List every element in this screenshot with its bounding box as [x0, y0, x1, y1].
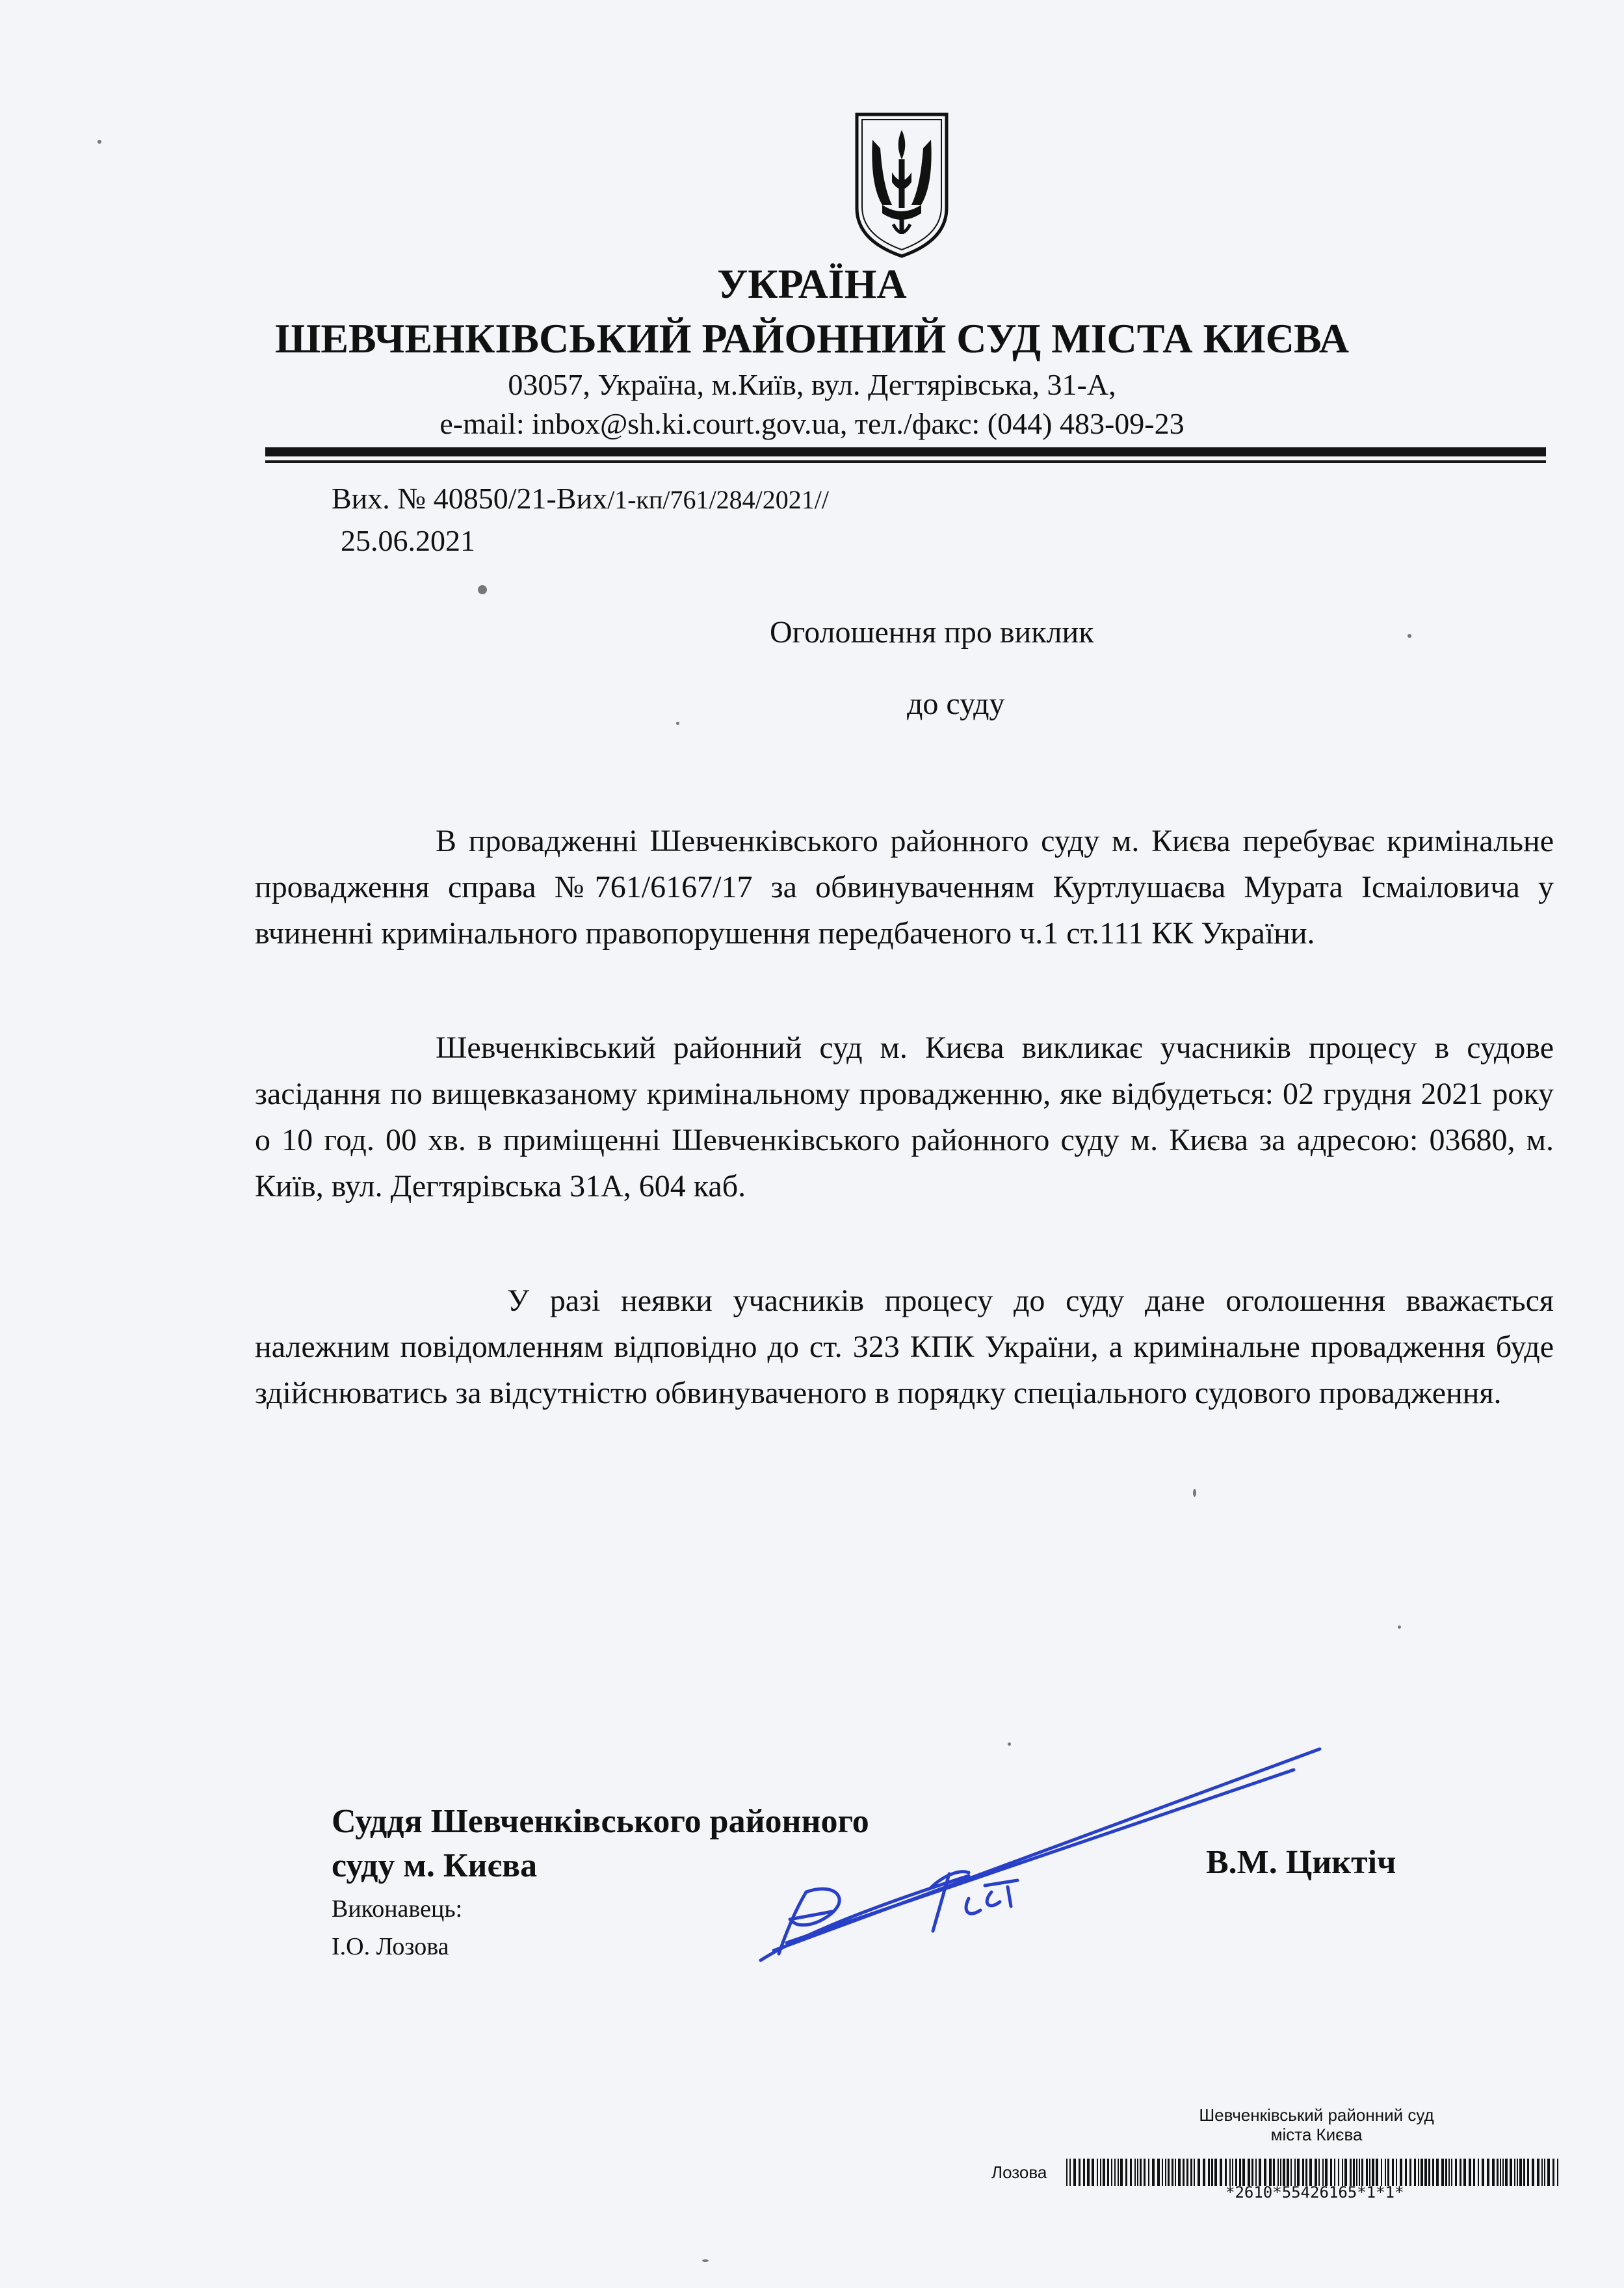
- barcode-bar: [1290, 2159, 1292, 2186]
- barcode-bar: [1436, 2159, 1439, 2186]
- barcode-bar: [1502, 2159, 1504, 2186]
- stamp-court-line1: Шевченківський районний суд: [1199, 2105, 1434, 2125]
- executor-name: І.О. Лозова: [332, 1933, 449, 1960]
- scan-speck: [1193, 1489, 1196, 1497]
- barcode-bar: [1305, 2159, 1307, 2186]
- barcode-bar: [1120, 2159, 1123, 2186]
- notice-title-line2: до суду: [907, 687, 1005, 721]
- barcode-bar: [1421, 2159, 1423, 2186]
- barcode-bar: [1175, 2159, 1176, 2186]
- barcode-bar: [1505, 2159, 1508, 2186]
- barcode-bar: [1066, 2159, 1067, 2186]
- barcode-bar: [1087, 2159, 1090, 2186]
- scan-speck: [702, 2259, 709, 2262]
- barcode-bar: [1198, 2159, 1200, 2186]
- barcode-bar: [1111, 2159, 1112, 2186]
- header-divider-thin: [265, 460, 1546, 463]
- barcode-bar: [1208, 2159, 1210, 2186]
- judge-title-line1: Суддя Шевченківського районного: [332, 1803, 869, 1840]
- barcode-bar: [1229, 2159, 1231, 2186]
- barcode-bar: [1162, 2159, 1163, 2186]
- paragraph-text: У разі неявки учасників процесу до суду дане оголошення вважається належним повідомленням відповідно до ст. 323 КПК України, а кримінальне провадження буде здійснюватись за відсутністю обвинуваченого в порядку спеціального судового провадження.: [255, 1283, 1554, 1410]
- barcode-bar: [1283, 2159, 1285, 2186]
- barcode-bar: [1239, 2159, 1241, 2186]
- barcode-bar: [1527, 2159, 1529, 2186]
- outgoing-reference: [332, 481, 829, 516]
- barcode-bar: [1541, 2159, 1543, 2186]
- barcode-bar: [1428, 2159, 1430, 2186]
- barcode-bar: [1214, 2159, 1217, 2186]
- barcode-bar: [1140, 2159, 1142, 2186]
- stamp-court: [1186, 2105, 1447, 2144]
- barcode-bar: [1366, 2159, 1368, 2186]
- judge-title-line2: суду м. Києва: [332, 1847, 538, 1884]
- scan-speck: [1398, 1625, 1401, 1629]
- barcode-bar: [1500, 2159, 1501, 2186]
- stamp-person: Лозова: [991, 2163, 1047, 2182]
- barcode-bar: [1396, 2159, 1397, 2186]
- barcode-bar: [1294, 2159, 1296, 2186]
- barcode-bar: [1424, 2159, 1427, 2186]
- barcode-bar: [1473, 2159, 1475, 2186]
- barcode-bar: [1235, 2159, 1237, 2186]
- barcode-bar: [1497, 2159, 1499, 2186]
- reference-prefix: Вих. № 40850/21-Вих: [332, 482, 608, 515]
- barcode-bar: [1369, 2159, 1370, 2186]
- barcode-bar: [1069, 2159, 1071, 2186]
- document-date: 25.06.2021: [341, 524, 475, 557]
- barcode-bar: [1387, 2159, 1389, 2186]
- paragraph-proceedings: [255, 818, 1554, 956]
- barcode-bar: [1273, 2159, 1275, 2186]
- scan-speck: [98, 140, 101, 144]
- barcode-bar: [1344, 2159, 1347, 2186]
- barcode-bar: [1517, 2159, 1518, 2186]
- barcode-bar: [1232, 2159, 1233, 2186]
- barcode-bar: [1318, 2159, 1320, 2186]
- barcode-bar: [1297, 2159, 1300, 2186]
- barcode-bar: [1183, 2159, 1185, 2186]
- barcode-bar: [1359, 2159, 1360, 2186]
- barcode-bar: [1157, 2159, 1160, 2186]
- barcode-bar: [1259, 2159, 1261, 2186]
- barcode-bar: [1178, 2159, 1181, 2186]
- barcode-bar: [1414, 2159, 1416, 2186]
- barcode-bar: [1130, 2159, 1132, 2186]
- barcode-bar: [1405, 2159, 1407, 2186]
- barcode-bar: [1330, 2159, 1332, 2186]
- barcode-bar: [1400, 2159, 1402, 2186]
- barcode-bar: [1073, 2159, 1076, 2186]
- barcode-bar: [1544, 2159, 1545, 2186]
- barcode-bar: [1478, 2159, 1479, 2186]
- header-address: 03057, Україна, м.Київ, вул. Дегтярівська, 31-А,: [508, 368, 1116, 401]
- barcode-bar: [1255, 2159, 1257, 2186]
- barcode-bar: [1325, 2159, 1328, 2186]
- barcode-bar: [1376, 2159, 1378, 2186]
- barcode-bar: [1547, 2159, 1550, 2186]
- header-contacts: e-mail: inbox@sh.ki.court.gov.ua, тел./факс: (044) 483-09-23: [439, 407, 1185, 440]
- barcode-bar: [1125, 2159, 1127, 2186]
- barcode-bar: [1381, 2159, 1382, 2186]
- barcode-bar: [1168, 2159, 1170, 2186]
- barcode-bar: [1392, 2159, 1394, 2186]
- handwritten-signature: [735, 1736, 1346, 1983]
- barcode-bar: [1302, 2159, 1304, 2186]
- barcode-bar: [1134, 2159, 1136, 2186]
- barcode-bar: [1220, 2159, 1222, 2186]
- barcode-bar: [1100, 2159, 1101, 2186]
- barcode-bar: [1334, 2159, 1335, 2186]
- barcode-bar: [1309, 2159, 1312, 2186]
- barcode-bar: [1487, 2159, 1489, 2186]
- barcode-bar: [1079, 2159, 1080, 2186]
- barcode-bar: [1523, 2159, 1525, 2186]
- barcode-bar: [1277, 2159, 1279, 2186]
- reference-suffix: /1-кп/761/284/2021//: [607, 485, 829, 514]
- barcode-bar: [1144, 2159, 1146, 2186]
- barcode-bar: [1409, 2159, 1411, 2186]
- barcode-bar: [1264, 2159, 1266, 2186]
- scan-speck: [478, 585, 487, 594]
- header-court-name: ШЕВЧЕНКІВСЬКИЙ РАЙОННИЙ СУД МІСТА КИЄВА: [275, 315, 1349, 362]
- barcode-bar: [1552, 2159, 1554, 2186]
- barcode-bar: [1172, 2159, 1173, 2186]
- barcode-bar: [1492, 2159, 1495, 2186]
- barcode-bar: [1269, 2159, 1272, 2186]
- barcode-bar: [1280, 2159, 1281, 2186]
- barcode-bar: [1165, 2159, 1166, 2186]
- barcode-bar: [1148, 2159, 1149, 2186]
- scan-speck: [676, 722, 679, 725]
- barcode-bar: [1137, 2159, 1138, 2186]
- barcode-bar: [1418, 2159, 1419, 2186]
- barcode-bar: [1463, 2159, 1466, 2186]
- barcode-bar: [1083, 2159, 1085, 2186]
- barcode-bar: [1361, 2159, 1363, 2186]
- stamp-court-line2: міста Києва: [1270, 2125, 1363, 2144]
- notice-title-line1: Оголошення про виклик: [770, 615, 1094, 650]
- barcode-bar: [1322, 2159, 1324, 2186]
- barcode-bar: [1385, 2159, 1386, 2186]
- barcode-bar: [1118, 2159, 1119, 2186]
- stamp-code: *2610*55426165*1*1*: [1225, 2183, 1404, 2202]
- barcode-bar: [1251, 2159, 1253, 2186]
- barcode-bar: [1225, 2159, 1227, 2186]
- scan-speck: [1008, 1742, 1011, 1746]
- barcode-bar: [1097, 2159, 1098, 2186]
- barcode-bar: [1248, 2159, 1250, 2186]
- barcode-bar: [1510, 2159, 1512, 2186]
- judge-name: В.М. Циктіч: [1206, 1844, 1396, 1881]
- barcode-bar: [1451, 2159, 1452, 2186]
- barcode-bar: [1356, 2159, 1357, 2186]
- executor-label: Виконавець:: [332, 1895, 463, 1923]
- barcode-bar: [1557, 2159, 1558, 2186]
- header-country: УКРАЇНА: [717, 261, 907, 307]
- barcode-bar: [1537, 2159, 1539, 2186]
- barcode-bar: [1186, 2159, 1188, 2186]
- barcode-bar: [1514, 2159, 1515, 2186]
- coat-of-arms-icon: [853, 111, 950, 260]
- barcode-bar: [1432, 2159, 1434, 2186]
- barcode-bar: [1482, 2159, 1484, 2186]
- barcode-bar: [1203, 2159, 1205, 2186]
- barcode-bar: [1441, 2159, 1444, 2186]
- barcode-bar: [1190, 2159, 1192, 2186]
- barcode-bar: [1242, 2159, 1245, 2186]
- header-divider-thick: [265, 447, 1546, 456]
- barcode-bar: [1152, 2159, 1155, 2186]
- barcode-bar: [1107, 2159, 1109, 2186]
- barcode-bar: [1315, 2159, 1317, 2186]
- barcode-bar: [1532, 2159, 1534, 2186]
- barcode-bar: [1372, 2159, 1374, 2186]
- barcode-icon: [1066, 2159, 1560, 2186]
- barcode-bar: [1114, 2159, 1116, 2186]
- paragraph-text: В провадженні Шевченківського районного суду м. Києва перебуває кримінальне провадження справа №761/6167/17 за обвинуваченням Куртлушаєва Мурата Ісмаіловича у вчиненні кримінального правопорушення передбаченого ч.1 ст.111 КК України.: [255, 824, 1554, 951]
- barcode-bar: [1092, 2159, 1094, 2186]
- barcode-bar: [1353, 2159, 1355, 2186]
- barcode-bar: [1338, 2159, 1339, 2186]
- barcode-bar: [1194, 2159, 1195, 2186]
- barcode-bar: [1287, 2159, 1289, 2186]
- barcode-bar: [1455, 2159, 1457, 2186]
- barcode-bar: [1350, 2159, 1352, 2186]
- paragraph-summons: [255, 1025, 1554, 1209]
- barcode-bar: [1460, 2159, 1461, 2186]
- barcode-bar: [1211, 2159, 1213, 2186]
- scan-speck: [1408, 634, 1411, 638]
- paragraph-text: Шевченківський районний суд м. Києва викликає учасників процесу в судове засідання по вищевказаному кримінальному провадженню, яке відбудеться: 02 грудня 2021 року о 10 год. 00 хв. в приміщенні Шевченківського районного суду м. Києва за адресою: 03680, м. Київ, вул. Дегтярівська 31А, 604 каб.: [255, 1031, 1554, 1203]
- paragraph-consequences: [255, 1278, 1554, 1416]
- barcode-bar: [1469, 2159, 1471, 2186]
- barcode-bar: [1103, 2159, 1105, 2186]
- barcode-bar: [1519, 2159, 1522, 2186]
- barcode-bar: [1342, 2159, 1343, 2186]
- barcode-bar: [1445, 2159, 1447, 2186]
- barcode-bar: [1448, 2159, 1450, 2186]
